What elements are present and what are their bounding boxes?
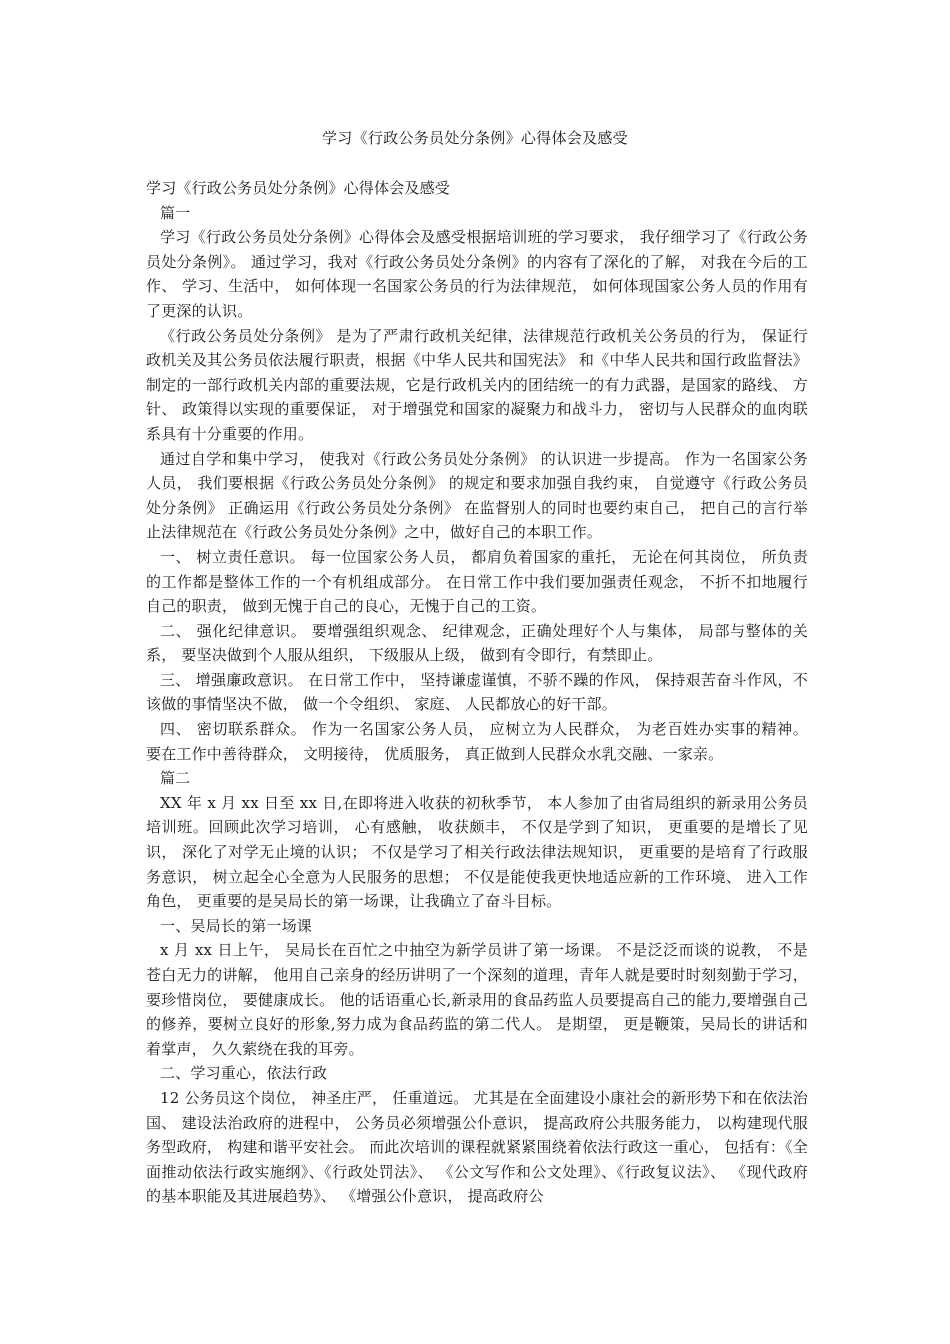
paragraph: XX 年 x 月 xx 日至 xx 日,在即将进入收获的初秋季节， 本人参加了由省局组织的新录用公务员培训班。回顾此次学习培训， 心有感触， 收获颇丰， 不仅是学到了知识， 更重要的是增长了见识， 深化了对学无止境的认识； 不仅是学习了相关行政法律法规知识， 更重要的是培育了行政服务意识， 树立起全心全意为人民服务的思想； 不仅是能使我更快地适应新的工作环境、 进入工作角色， 更重要的是吴局长的第一场课，让我确立了奋斗目标。 <box>146 793 808 911</box>
document-title: 学习《行政公务员处分条例》心得体会及感受 <box>321 129 628 147</box>
paragraph: 篇二 <box>160 769 191 788</box>
paragraph: 二、学习重心，依法行政 <box>160 1064 328 1083</box>
paragraph: x 月 xx 日上午， 吴局长在百忙之中抽空为新学员讲了第一场课。 不是泛泛而谈的说教， 不是苍白无力的讲解， 他用自己亲身的经历讲明了一个深刻的道理，青年人就是要时时刻刻勤于学习， 要珍惜岗位， 要健康成长。 他的话语重心长,新录用的食品药监人员要提高自己的能力,要增强自己的修养，要树立良好的形象,努力成为食品药监的第二代人。 是期望， 更是鞭策，吴局长的讲话和着掌声， 久久萦绕在我的耳旁。 <box>146 941 808 1058</box>
paragraph: 一、 树立责任意识。 每一位国家公务人员， 都肩负着国家的重托， 无论在何其岗位， 所负责的工作都是整体工作的一个有机组成部分。 在日常工作中我们要加强责任观念， 不折不扣地履行自己的职责， 做到无愧于自己的良心，无愧于自己的工资。 <box>146 547 808 616</box>
paragraph: 一、吴局长的第一场课 <box>160 916 313 935</box>
paragraph: 12 公务员这个岗位， 神圣庄严， 任重道远。 尤其是在全面建设小康社会的新形势下和在依法治国、 建设法治政府的进程中， 公务员必须增强公仆意识， 提高政府公共服务能力， 以构建现代服务型政府， 构建和谐平安社会。 而此次培训的课程就紧紧围绕着依法行政这一重心， 包括有：《全面推动依法行政实施纲》、《行政处罚法》、 《公文写作和公文处理》、《行政复议法》、 《现代政府的基本职能及其进展趋势》、 《增强公仆意识， 提高政府公 <box>146 1088 808 1206</box>
paragraph: 四、 密切联系群众。 作为一名国家公务人员， 应树立为人民群众， 为老百姓办实事的精神。 要在工作中善待群众， 文明接待， 优质服务， 真正做到人民群众水乳交融、一家亲。 <box>146 720 808 763</box>
paragraph: 《行政公务员处分条例》 是为了严肃行政机关纪律，法律规范行政机关公务员的行为， 保证行政机关及其公务员依法履行职责，根据《中华人民共和国宪法》 和《中华人民共和国行政监督法》 制定的一部行政机关内部的重要法规，它是行政机关内的团结统一的有力武器，是国家的路线、 方针、 政策得以实现的重要保证， 对于增强党和国家的凝聚力和战斗力， 密切与人民群众的血肉联系具有十分重要的作用。 <box>146 326 808 443</box>
paragraph: 三、 增强廉政意识。 在日常工作中， 坚持谦虚谨慎，不骄不躁的作风， 保持艰苦奋斗作风，不该做的事情坚决不做， 做一个令组织、 家庭、 人民都放心的好干部。 <box>146 670 808 714</box>
section-heading: 学习《行政公务员处分条例》心得体会及感受 <box>146 179 451 197</box>
paragraph: 篇一 <box>160 203 191 222</box>
document-body <box>146 176 808 1209</box>
paragraph: 二、 强化纪律意识。 要增强组织观念、 纪律观念，正确处理好个人与集体， 局部与整体的关系， 要坚决做到个人服从组织， 下级服从上级， 做到有令即行，有禁即止。 <box>146 621 808 665</box>
paragraph: 通过自学和集中学习， 使我对《行政公务员处分条例》 的认识进一步提高。 作为一名国家公务人员， 我们要根据《行政公务员处分条例》 的规定和要求加强自我约束， 自觉遵守《行政公务员处分条例》 正确运用《行政公务员处分条例》 在监督别人的同时也要约束自己， 把自己的言行举止法律规范在《行政公务员处分条例》之中，做好自己的本职工作。 <box>146 449 808 542</box>
paragraph: 学习《行政公务员处分条例》心得体会及感受根据培训班的学习要求， 我仔细学习了《行政公务员处分条例》。 通过学习，我对《行政公务员处分条例》的内容有了深化的了解， 对我在今后的工作、 学习、生活中， 如何体现一名国家公务员的行为法律规范， 如何体现国家公务人员的作用有了更深的认识。 <box>146 228 808 320</box>
